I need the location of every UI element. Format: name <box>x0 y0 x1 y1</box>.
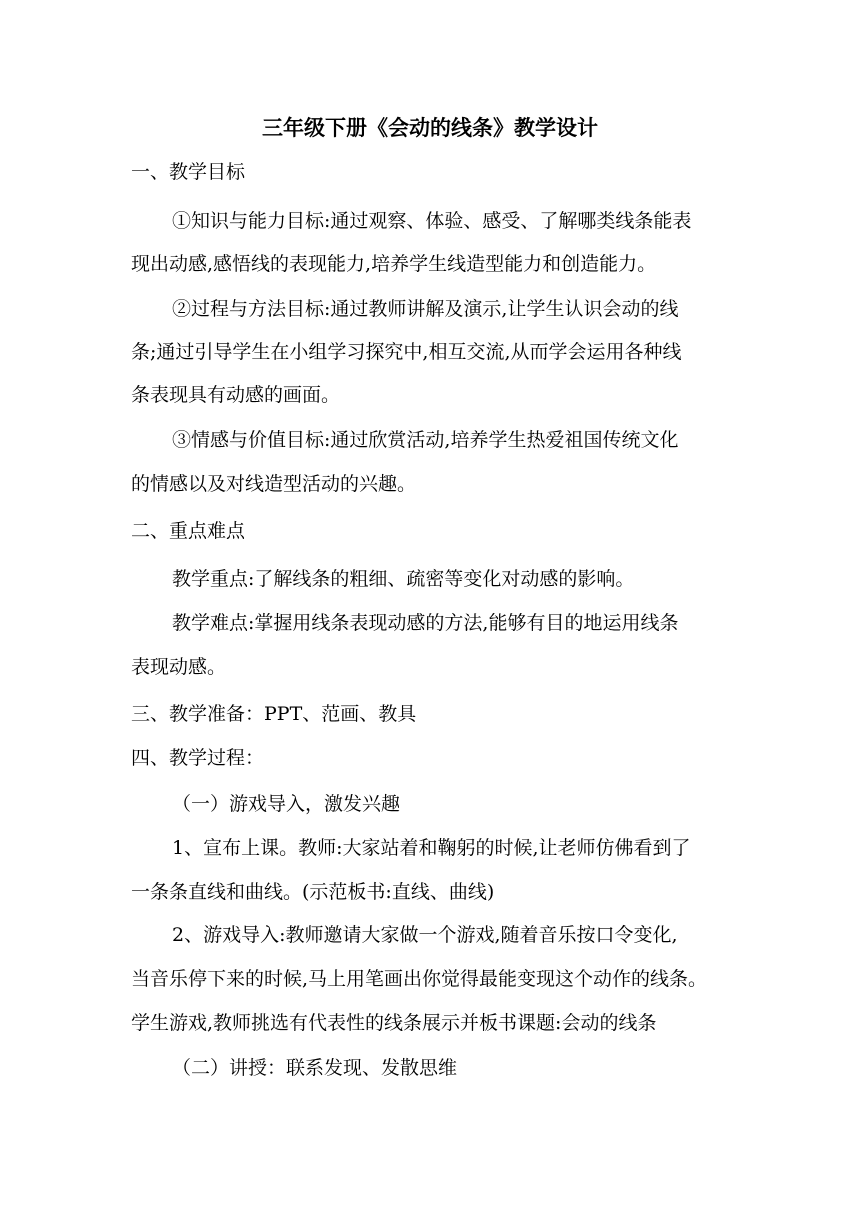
paragraph-line: 条;通过引导学生在小组学习探究中,相互交流,从而学会运用各种线 <box>131 341 682 363</box>
subsection-heading-game-intro: （一）游戏导入，激发兴趣 <box>172 793 401 815</box>
paragraph-line: 教学重点:了解线条的粗细、疏密等变化对动感的影响。 <box>172 568 635 590</box>
paragraph-line: 2、游戏导入:教师邀请大家做一个游戏,随着音乐按口令变化, <box>172 924 678 946</box>
paragraph-line: ②过程与方法目标:通过教师讲解及演示,让学生认识会动的线 <box>172 298 679 320</box>
section-heading-process: 四、教学过程： <box>131 747 265 769</box>
paragraph-line: 表现动感。 <box>131 656 227 678</box>
paragraph-line: 学生游戏,教师挑选有代表性的线条展示并板书课题:会动的线条 <box>131 1012 657 1034</box>
paragraph-line: 当音乐停下来的时候,马上用笔画出你觉得最能变现这个动作的线条。 <box>131 968 708 990</box>
paragraph-line: 1、宣布上课。教师:大家站着和鞠躬的时候,让老师仿佛看到了 <box>172 837 691 859</box>
section-heading-key-points: 二、重点难点 <box>131 520 246 542</box>
paragraph-line: 一条条直线和曲线。(示范板书:直线、曲线) <box>131 881 495 903</box>
section-heading-preparation: 三、教学准备：PPT、范画、教具 <box>131 703 417 725</box>
paragraph-line: 条表现具有动感的画面。 <box>131 384 341 406</box>
paragraph-line: 教学难点:掌握用线条表现动感的方法,能够有目的地运用线条 <box>172 612 679 634</box>
paragraph-line: 的情感以及对线造型活动的兴趣。 <box>131 473 417 495</box>
document-title: 三年级下册《会动的线条》教学设计 <box>262 115 598 140</box>
paragraph-line: ③情感与价值目标:通过欣赏活动,培养学生热爱祖国传统文化 <box>172 429 679 451</box>
paragraph-line: ①知识与能力目标:通过观察、体验、感受、了解哪类线条能表 <box>172 210 692 232</box>
section-heading-objectives: 一、教学目标 <box>131 161 246 183</box>
paragraph-line: 现出动感,感悟线的表现能力,培养学生线造型能力和创造能力。 <box>131 253 657 275</box>
subsection-heading-lecture: （二）讲授：联系发现、发散思维 <box>172 1057 458 1079</box>
